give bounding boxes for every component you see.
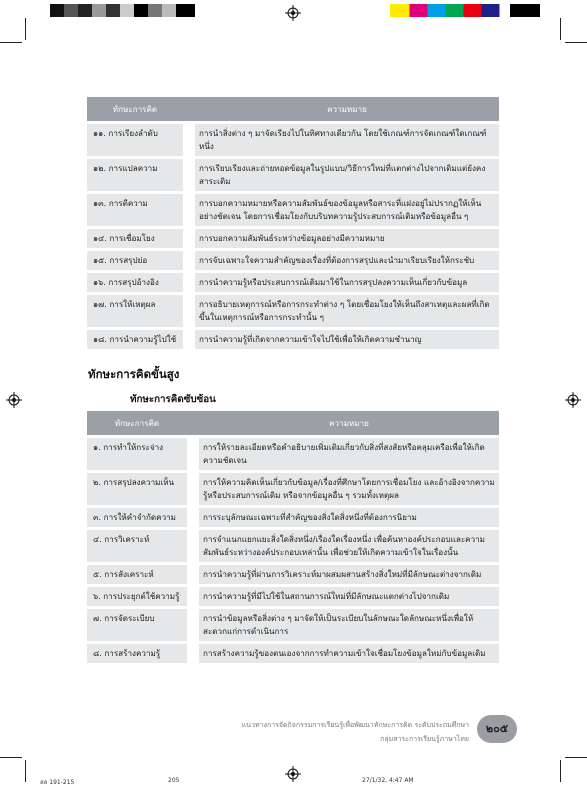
column-gap — [187, 507, 199, 529]
table-row — [87, 586, 499, 608]
column-gap — [187, 411, 199, 437]
registration-target-icon — [565, 392, 581, 408]
column-gap — [183, 193, 195, 228]
table-row — [87, 294, 499, 329]
table-row — [87, 193, 499, 228]
column-gap — [187, 564, 199, 586]
registration-target-icon — [6, 392, 22, 408]
column-gap — [187, 586, 199, 608]
crop-mark — [565, 42, 587, 43]
column-gap — [183, 228, 195, 250]
column-gap — [187, 437, 199, 472]
meaning-cell: การบอกความหมายหรือความสัมพันธ์ของข้อมูลหรือสาระที่แฝงอยู่ไม่ปรากฏให้เห็นอย่างชัดเจน โดยการเชื่อมโยงกับบริบทความรู้ประสบการณ์เดิมหรือข้อมูลอื่น ๆ — [195, 193, 499, 228]
table-header-row — [87, 411, 499, 437]
term-cell: ๗. การจัดระเบียบ — [87, 608, 187, 643]
table-row — [87, 329, 499, 350]
term-cell: ๕. การสังเคราะห์ — [87, 564, 187, 586]
crop-mark — [0, 757, 22, 758]
crop-mark — [25, 760, 26, 782]
header-term: ทักษะการคิด — [87, 97, 183, 123]
meaning-cell: การนำข้อมูลหรือสิ่งต่าง ๆ มาจัดให้เป็นระเบียบในลักษณะใดลักษณะหนึ่งเพื่อให้สะดวกแก่การดำเนินการ — [199, 608, 499, 643]
meaning-cell: การระบุลักษณะเฉพาะที่สำคัญของสิ่งใดสิ่งหนึ่งที่ต้องการนิยาม — [199, 507, 499, 529]
crop-mark — [25, 18, 26, 40]
term-cell: ๑๑. การเรียงลำดับ — [87, 123, 183, 158]
table-row — [87, 437, 499, 472]
registration-target-icon — [285, 5, 301, 21]
term-cell: ๑๘. การนำความรู้ไปใช้ — [87, 329, 183, 350]
meaning-cell: การนำความรู้ที่เกิดจากความเข้าใจไปใช้เพื่อให้เกิดความชำนาญ — [195, 329, 499, 350]
term-cell: ๑๗. การให้เหตุผล — [87, 294, 183, 329]
table-row — [87, 643, 499, 664]
column-gap — [187, 472, 199, 507]
table-row — [87, 158, 499, 193]
meaning-cell: การจำแนกแยกแยะสิ่งใดสิ่งหนึ่ง/เรื่องใดเรื่องหนึ่ง เพื่อค้นหาองค์ประกอบและความสัมพันธ์ระหว่างองค์ประกอบเหล่านั้น เพื่อช่วยให้เกิดความเข้าใจในเรื่องนั้น — [199, 529, 499, 564]
meaning-cell: การจับเฉพาะใจความสำคัญของเรื่องที่ต้องการสรุปและนำมาเรียบเรียงให้กระชับ — [195, 250, 499, 272]
footer-subject: กลุ่มสาระการเรียนรู้ภาษาไทย — [380, 735, 469, 743]
registration-bar-color — [390, 4, 540, 17]
table-row — [87, 123, 499, 158]
table-row — [87, 272, 499, 294]
table-header-row — [87, 97, 499, 123]
meaning-cell: การสร้างความรู้ของตนเองจากการทำความเข้าใจเชื่อมโยงข้อมูลใหม่กับข้อมูลเดิม — [199, 643, 499, 664]
term-cell: ๑๔. การเชื่อมโยง — [87, 228, 183, 250]
crop-mark — [560, 18, 561, 40]
column-gap — [183, 329, 195, 350]
table-row — [87, 250, 499, 272]
term-cell: ๑๓. การตีความ — [87, 193, 183, 228]
meaning-cell: การให้รายละเอียดหรือคำอธิบายเพิ่มเติมเกี่ยวกับสิ่งที่สงสัยหรือคลุมเครือเพื่อให้เกิดความชัดเจน — [199, 437, 499, 472]
slug-file: ลล 191-215 — [40, 779, 75, 786]
page-number: ๒๐๕ — [477, 715, 517, 743]
column-gap — [187, 643, 199, 664]
meaning-cell: การอธิบายเหตุการณ์หรือการกระทำต่าง ๆ โดยเชื่อมโยงให้เห็นถึงสาเหตุและผลที่เกิดขึ้นในเหตุการณ์หรือการกระทำนั้น ๆ — [195, 294, 499, 329]
slug-page: 205 — [168, 777, 180, 784]
crop-mark — [0, 42, 22, 43]
registration-bar-gray — [50, 4, 195, 17]
term-cell: ๘. การสร้างความรู้ — [87, 643, 187, 664]
column-gap — [183, 250, 195, 272]
term-cell: ๔. การวิเคราะห์ — [87, 529, 187, 564]
thinking-skills-table-1 — [87, 97, 499, 349]
crop-mark — [560, 760, 561, 782]
meaning-cell: การนำความรู้หรือประสบการณ์เดิมมาใช้ในการสรุปลงความเห็นเกี่ยวกับข้อมูล — [195, 272, 499, 294]
column-gap — [183, 123, 195, 158]
meaning-cell: การให้ความคิดเห็นเกี่ยวกับข้อมูล/เรื่องที่ศึกษาโดยการเชื่อมโยง และอ้างอิงจากความรู้หรือประสบการณ์เดิม หรือจากข้อมูลอื่น ๆ รวมทั้งเหตุผล — [199, 472, 499, 507]
term-cell: ๑๒. การแปลความ — [87, 158, 183, 193]
column-gap — [183, 97, 195, 123]
table-row — [87, 228, 499, 250]
meaning-cell: การนำความรู้ที่ผ่านการวิเคราะห์มาผสมผสานสร้างสิ่งใหม่ที่มีลักษณะต่างจากเดิม — [199, 564, 499, 586]
table-row — [87, 507, 499, 529]
term-cell: ๑๕. การสรุปย่อ — [87, 250, 183, 272]
table-row — [87, 472, 499, 507]
term-cell: ๑๖. การสรุปอ้างอิง — [87, 272, 183, 294]
section-title: ทักษะการคิดขั้นสูง — [88, 367, 180, 381]
term-cell: ๓. การให้คำจำกัดความ — [87, 507, 187, 529]
slug-timestamp: 27/1/32, 4:47 AM — [362, 777, 414, 784]
column-gap — [187, 608, 199, 643]
term-cell: ๖. การประยุกต์ใช้ความรู้ — [87, 586, 187, 608]
term-cell: ๒. การสรุปลงความเห็น — [87, 472, 187, 507]
meaning-cell: การนำสิ่งต่าง ๆ มาจัดเรียงไปในทิศทางเดียวกัน โดยใช้เกณฑ์การจัดเกณฑ์ใดเกณฑ์หนึ่ง — [195, 123, 499, 158]
column-gap — [183, 294, 195, 329]
term-cell: ๑. การทำให้กระจ่าง — [87, 437, 187, 472]
column-gap — [183, 158, 195, 193]
crop-mark — [565, 757, 587, 758]
table-row — [87, 529, 499, 564]
header-term: ทักษะการคิด — [87, 411, 187, 437]
footer-book-title: แนวทางการจัดกิจกรรมการเรียนรู้เพื่อพัฒนาทักษะการคิด ระดับประถมศึกษา — [241, 721, 469, 729]
meaning-cell: การเรียบเรียงและถ่ายทอดข้อมูลในรูปแบบ/วิธีการใหม่ที่แตกต่างไปจากเดิมแต่ยังคงสาระเดิม — [195, 158, 499, 193]
table-row — [87, 564, 499, 586]
header-meaning: ความหมาย — [199, 411, 499, 437]
meaning-cell: การบอกความสัมพันธ์ระหว่างข้อมูลอย่างมีความหมาย — [195, 228, 499, 250]
subsection-title: ทักษะการคิดซับซ้อน — [130, 394, 216, 405]
column-gap — [187, 529, 199, 564]
column-gap — [183, 272, 195, 294]
thinking-skills-table-2 — [87, 411, 499, 663]
header-meaning: ความหมาย — [195, 97, 499, 123]
table-row — [87, 608, 499, 643]
registration-target-icon — [285, 766, 301, 782]
meaning-cell: การนำความรู้ที่มีไปใช้ในสถานการณ์ใหม่ที่มีลักษณะแตกต่างไปจากเดิม — [199, 586, 499, 608]
